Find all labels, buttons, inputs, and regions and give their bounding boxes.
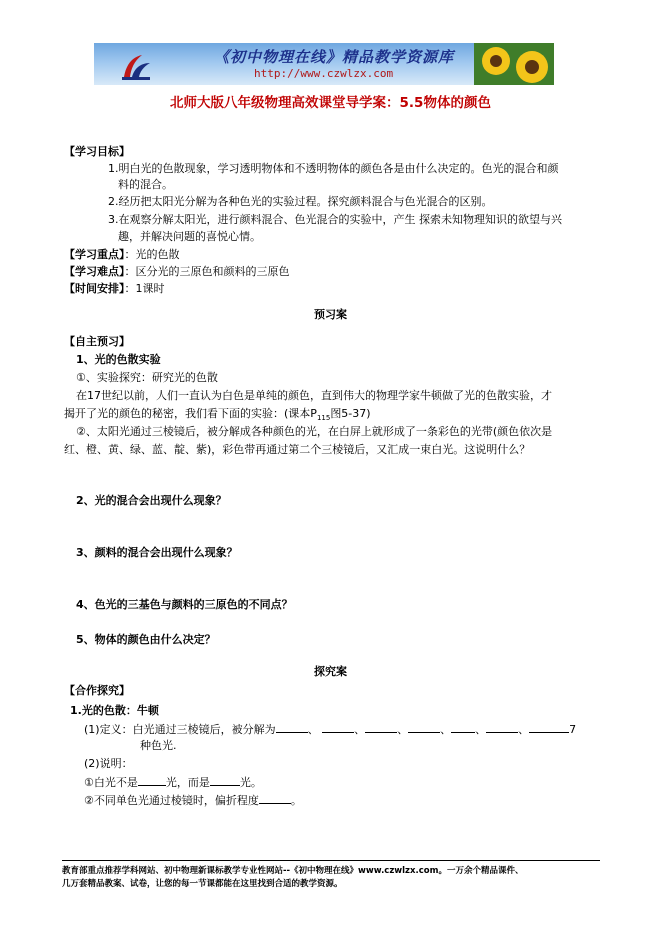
blank-10[interactable] <box>259 792 291 804</box>
footer-line-1: 教育部重点推荐学科网站、初中物理新课标教学专业性网站--《初中物理在线》www.czwlzx.com。一万余个精品课件、 <box>62 866 524 876</box>
q1-title: 1、光的色散实验 <box>76 353 161 366</box>
preview-heading: 预习案 <box>314 308 347 321</box>
goal-line-2: 料的混合。 <box>118 178 173 191</box>
banner-title: 《初中物理在线》精品教学资源库 <box>214 48 455 66</box>
blank-6[interactable] <box>486 721 518 733</box>
q5: 5、物体的颜色由什么决定？ <box>76 633 216 646</box>
q1-paragraph-1a: 在17世纪以前，人们一直认为白色是单纯的颜色，直到伟大的物理学家牛顿做了光的色散实验，才 <box>76 389 552 402</box>
blank-5[interactable] <box>451 721 475 733</box>
sep-1: 、 <box>307 723 319 736</box>
q1-p1b-text: 揭开了光的颜色的秘密，我们看下面的实验：(课本P <box>64 407 317 420</box>
q2: 2、光的混合会出现什么现象？ <box>76 494 227 507</box>
sep-2: 、 <box>354 723 366 736</box>
q1-p1b-end: 图5-37) <box>330 407 371 420</box>
time-row <box>64 282 165 296</box>
sep-3: 、 <box>397 723 409 736</box>
footer-line-2: 几万套精品教案、试卷，让您的每一节课都能在这里找到合适的教学资源。 <box>62 879 343 889</box>
explain-2: ②不同单色光通过棱镜时，偏折程度 。 <box>84 794 302 807</box>
sep-5: 、 <box>475 723 487 736</box>
logo-icon <box>120 51 152 81</box>
blank-2[interactable] <box>322 721 354 733</box>
difficulty-row <box>64 265 290 279</box>
explain-1 <box>84 774 262 790</box>
focus-row <box>64 248 180 262</box>
blank-3[interactable] <box>365 721 397 733</box>
goal-line-5: 趣，并解决问题的喜悦心情。 <box>118 230 261 243</box>
definition-line-2: 种色光. <box>140 739 177 752</box>
goal-line-1: 1.明白光的色散现象，学习透明物体和不透明物体的颜色各是由什么决定的。色光的混合和颜 <box>108 162 559 175</box>
explain-2-text: ②不同单色光通过棱镜时，偏折程度 <box>84 794 259 807</box>
footer-divider <box>62 860 600 861</box>
difficulty-label: 【学习难点】 <box>64 265 125 278</box>
explain-1b: 光，而是 <box>165 776 210 789</box>
explore-heading: 探究案 <box>314 665 347 678</box>
item1-title: 1.光的色散：牛顿 <box>70 704 159 717</box>
blank-7[interactable] <box>529 721 569 733</box>
focus-text: ：光的色散 <box>124 248 180 261</box>
blank-4[interactable] <box>408 721 440 733</box>
sep-6: 、 <box>518 723 530 736</box>
q1-paragraph-1b <box>64 407 371 425</box>
self-preview-label: 【自主预习】 <box>64 335 130 348</box>
goal-line-3: 2.经历把太阳光分解为各种色光的实验过程。探究颜料混合与色光混合的区别。 <box>108 195 493 208</box>
difficulty-text: ：区分光的三原色和颜料的三原色 <box>124 265 290 278</box>
q1-page-sub: 115 <box>316 414 331 423</box>
q3: 3、颜料的混合会出现什么现象？ <box>76 546 238 559</box>
goals-label: 【学习目标】 <box>64 145 130 158</box>
header-banner <box>94 43 554 85</box>
explain-label: (2)说明： <box>84 757 133 770</box>
blank-8[interactable] <box>138 774 166 786</box>
sunflower-image <box>474 43 554 85</box>
blank-1[interactable] <box>276 721 308 733</box>
definition-end: 7 <box>569 723 577 736</box>
focus-label: 【学习重点】 <box>64 248 125 261</box>
definition-row <box>84 721 576 737</box>
explain-1a: ①白光不是 <box>84 776 138 789</box>
document-title: 北师大版八年级物理高效课堂导学案：5.5物体的颜色 <box>170 95 491 111</box>
blank-9[interactable] <box>210 774 240 786</box>
q1-experiment: ①、实验探究：研究光的色散 <box>76 371 218 384</box>
time-label: 【时间安排】 <box>64 282 125 295</box>
definition-text: (1)定义：白光通过三棱镜后，被分解为 <box>84 723 276 736</box>
coop-label: 【合作探究】 <box>64 684 130 697</box>
q1-paragraph-2a: ②、太阳光通过三棱镜后，被分解成各种颜色的光，在白屏上就形成了一条彩色的光带(颜色依次是 <box>76 425 553 438</box>
sep-4: 、 <box>440 723 452 736</box>
q1-paragraph-2b: 红、橙、黄、绿、蓝、靛、紫)，彩色带再通过第二个三棱镜后，又汇成一束白光。这说明什么？ <box>64 443 531 456</box>
goal-line-4: 3.在观察分解太阳光，进行颜料混合、色光混合的实验中，产生 探索未知物理知识的欲望与兴 <box>108 213 562 226</box>
banner-url: http://www.czwlzx.com <box>254 67 394 80</box>
explain-1c: 光。 <box>239 776 262 789</box>
q4: 4、色光的三基色与颜料的三原色的不同点？ <box>76 598 293 611</box>
time-text: ：1课时 <box>124 282 165 295</box>
